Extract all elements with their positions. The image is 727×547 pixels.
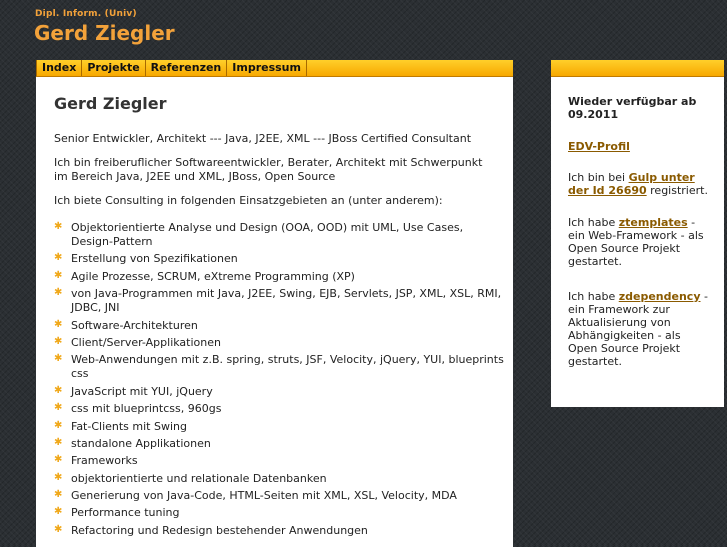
feature-item-label: Refactoring und Redesign bestehender Anwendungen [71, 523, 368, 537]
intro-consulting: Ich biete Consulting in folgenden Einsatzgebieten an (unter anderem): [54, 194, 443, 207]
star-bullet-icon: ✱ [54, 318, 63, 330]
site-title: Gerd Ziegler [34, 21, 175, 45]
feature-item [54, 319, 504, 333]
feature-item [54, 221, 504, 249]
star-bullet-icon: ✱ [54, 506, 63, 518]
feature-item-label: JavaScript mit YUI, jQuery [71, 384, 213, 398]
ztemplates-suffix: - ein Web-Framework - als Open Source Projekt gestartet. [568, 216, 704, 268]
availability-text: Wieder verfügbar ab 09.2011 [568, 95, 697, 121]
feature-item [54, 402, 504, 416]
tab-impressum[interactable]: Impressum [227, 60, 307, 76]
feature-list [54, 221, 504, 541]
tab-referenzen[interactable]: Referenzen [146, 60, 228, 76]
ztemplates-link[interactable]: ztemplates [618, 216, 688, 229]
gulp-suffix: registriert. [646, 184, 708, 197]
intro-line: Senior Entwickler, Architekt --- Java, J2EE, XML --- JBoss Certified Consultant [54, 132, 472, 145]
feature-item-label: css mit blueprintcss, 960gs [71, 402, 222, 416]
tab-projekte[interactable]: Projekte [82, 60, 145, 76]
feature-item-label: standalone Applikationen [71, 436, 211, 450]
star-bullet-icon: ✱ [54, 471, 63, 483]
feature-item [54, 385, 504, 399]
feature-item [54, 336, 504, 350]
edv-profil-link[interactable]: EDV-Profil [568, 140, 630, 153]
sidebar-header-bar [551, 60, 724, 77]
feature-item [54, 489, 504, 503]
site-subtitle: Dipl. Inform. (Univ) [35, 9, 137, 19]
zdependency-link[interactable]: zdependency [618, 290, 701, 303]
feature-item [54, 506, 504, 520]
feature-item [54, 524, 504, 538]
gulp-text [568, 171, 713, 197]
feature-item-label: Erstellung von Spezifikationen [71, 252, 238, 266]
star-bullet-icon: ✱ [54, 402, 63, 414]
feature-item [54, 287, 504, 315]
feature-item [54, 437, 504, 451]
feature-item [54, 270, 504, 284]
star-bullet-icon: ✱ [54, 489, 63, 501]
feature-item [54, 420, 504, 434]
feature-item-label: Web-Anwendungen mit z.B. spring, struts, JSF, Velocity, jQuery, YUI, blueprints css [71, 353, 504, 381]
star-bullet-icon: ✱ [54, 335, 63, 347]
star-bullet-icon: ✱ [54, 287, 63, 299]
nav-bar [36, 60, 513, 77]
gulp-prefix: Ich bin bei [568, 171, 629, 184]
feature-item-label: Agile Prozesse, SCRUM, eXtreme Programming (XP) [71, 269, 355, 283]
ztemplates-prefix: Ich habe [568, 216, 619, 229]
star-bullet-icon: ✱ [54, 252, 63, 264]
star-bullet-icon: ✱ [54, 384, 63, 396]
feature-item-label: Frameworks [71, 454, 138, 468]
star-bullet-icon: ✱ [54, 269, 63, 281]
nav-tabs [36, 60, 513, 76]
zdependency-prefix: Ich habe [568, 290, 619, 303]
star-bullet-icon: ✱ [54, 419, 63, 431]
feature-item-label: objektorientierte und relationale Datenbanken [71, 471, 327, 485]
feature-item [54, 454, 504, 468]
star-bullet-icon: ✱ [54, 523, 63, 535]
feature-item-label: Fat-Clients mit Swing [71, 419, 187, 433]
main-content [36, 77, 513, 547]
feature-item-label: Client/Server-Applikationen [71, 335, 221, 349]
feature-item-label: Generierung von Java-Code, HTML-Seiten mit XML, XSL, Velocity, MDA [71, 489, 457, 503]
zdependency-text [568, 290, 713, 368]
gulp-link[interactable]: Gulp unter der Id 26690 [568, 171, 695, 197]
star-bullet-icon: ✱ [54, 436, 63, 448]
zdependency-suffix: - ein Framework zur Aktualisierung von Abhängigkeiten - als Open Source Projekt gestartet. [568, 290, 708, 368]
tab-index[interactable]: Index [36, 60, 82, 76]
feature-item-label: von Java-Programmen mit Java, J2EE, Swing, EJB, Servlets, JSP, XML, XSL, RMI, JDBC, JNI [71, 287, 502, 315]
sidebar [551, 77, 724, 407]
feature-item [54, 353, 504, 381]
feature-item-label: Software-Architekturen [71, 318, 198, 332]
star-bullet-icon: ✱ [54, 221, 63, 232]
intro-paragraph: Ich bin freiberuflicher Softwareentwickler, Berater, Architekt mit Schwerpunkt im Bereich Java, J2EE und XML, JBoss, Open Source [54, 156, 483, 183]
feature-item [54, 472, 504, 486]
star-bullet-icon: ✱ [54, 353, 63, 365]
feature-item [54, 252, 504, 266]
feature-item-label: Objektorientierte Analyse und Design (OOA, OOD) mit UML, Use Cases, Design-Pattern [71, 221, 464, 248]
ztemplates-text [568, 216, 713, 268]
star-bullet-icon: ✱ [54, 454, 63, 466]
page-title: Gerd Ziegler [54, 94, 167, 113]
feature-item-label: Performance tuning [71, 506, 180, 520]
